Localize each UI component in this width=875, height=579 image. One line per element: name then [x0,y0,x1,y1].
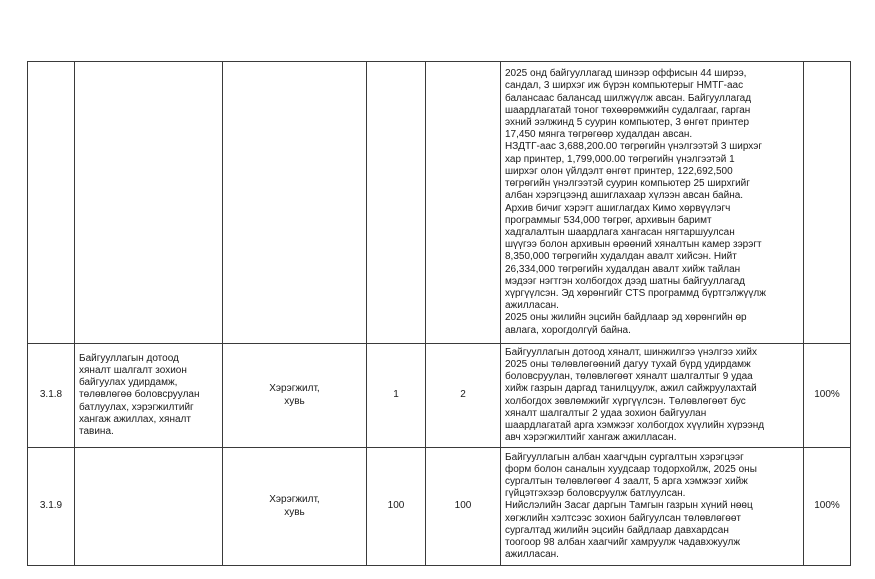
report-line: НЗДТГ-аас 3,688,200.00 төгрөгийн үнэлгээтэй 3 ширхэг [505,141,763,153]
task-line: тавина. [79,426,114,437]
baseline-cell: 1 [367,344,426,448]
report-line: 2025 оны төлөвлөгөөний дагуу тухай бүрд удирдамж [505,358,751,370]
report-line: боловсруулан, төлөвлөгөөт хяналт шалгалтыг 9 удаа [505,371,753,383]
report-line: холбогдох зөвлөмжийг хүргүүлсэн. Төлөвлөгөөт бус [505,395,746,407]
task-cell [75,448,223,566]
percent-cell: 100% [804,448,851,566]
report-line: балансаас балансад шилжүүлж авсан. Байгууллагад [505,92,752,104]
report-table [27,61,851,566]
row-number [28,62,75,344]
report-line: форм болон саналын хуудсаар тодорхойлж, 2025 оны [505,463,757,475]
report-line: хяналт шалгалтыг 2 удаа зохион байгуулан [505,407,707,419]
percent-cell: 100% [804,344,851,448]
report-line: 8,350,000 төгрөгийн худалдан авалт хийсэн. Нийт [505,251,737,263]
row-number: 3.1.9 [28,448,75,566]
baseline-cell: 100 [367,448,426,566]
report-line: эхний ээлжинд 5 суурин компьютер, 3 өнгөт принтер [505,117,750,129]
report-line: Байгууллагын албан хаагчдын сургалтын хэрэгцээг [505,451,744,463]
report-line: Нийслэлийн Засаг даргын Тамгын газрын хүний нөөц [505,500,753,512]
report-line: 26,334,000 төгрөгийн худалдан авалт хийж тайлан [505,263,741,275]
target-cell: 2 [426,344,501,448]
unit-line: Хэрэгжилт, [269,383,320,395]
percent-cell [804,62,851,344]
report-line: 17,450 мянга төгрөгөөр худалдан авсан. [505,129,693,141]
task-line: хангаж ажиллах, хяналт [79,413,191,425]
report-line: хадгалалтын шаардлага хангасан нягтаршуулсан [505,226,735,238]
row-number: 3.1.8 [28,344,75,448]
report-line: тоогоор 98 албан хаагчийг хамруулж чадавхжуулж [505,537,741,548]
report-line: хөгжлийн хэлтсээс зохион байгуулсан төлөвлөгөөт [505,512,741,524]
report-line: албан хэрэгцээнд ашиглахаар хүлээн авсан байна. [505,190,744,202]
report-cell [501,344,804,448]
table-row [28,62,851,344]
report-line: хийж газрын даргад танилцуулж, ажил сайжруулахтай [505,383,757,395]
report-line: төгрөгийн үнэлгээтэй суурин компьютер 25 ширхгийг [505,178,750,190]
task-cell [75,62,223,344]
table-row [28,344,851,448]
report-line: Архив бичиг хэрэгт ашиглагдах Кимо хөрвүүлэгч [505,202,731,214]
task-line: төлөвлөгөө боловсруулан [79,389,200,401]
task-line: Байгууллагын дотоод [79,352,179,364]
task-line: байгуулах удирдамж, [79,377,178,389]
target-cell: 100 [426,448,501,566]
report-line: 2025 онд байгууллагад шинээр оффисын 44 ширээ, [505,68,747,80]
report-cell [501,448,804,566]
report-line: шаардлагатай тоног төхөөрөмжийн судалгааг, гарган [505,104,751,116]
report-line: мэдээг нэгтгэн холбогдох дээд шатны байгууллагад [505,275,745,287]
report-line: сургалтад жилийн эцсийн байдлаар давхардсан [505,524,729,536]
report-line: шаардлагатай арга хэмжээг холбогдох хүүлийн хүрээнд [505,419,765,431]
report-line: Байгууллагын дотоод хяналт, шинжилгээ үнэлгээ хийх [505,346,757,358]
report-line: авч хэрэгжилтийг хангаж ажилласан. [505,432,677,444]
task-cell [75,344,223,448]
report-line: авлага, хорогдолгүй байна. [505,324,631,336]
report-line: 2025 оны жилийн эцсийн байдлаар эд хөрөнгийн өр [505,312,747,324]
task-line: хяналт шалгалт зохион [79,364,187,376]
report-line: ажилласан. [505,300,559,312]
task-line: батлуулах, хэрэгжилтийг [79,401,194,413]
report-line: сандал, 3 ширхэг иж бүрэн компьютерыг НМТГ-аас [505,80,744,92]
report-line: гүйцэтгэхээр боловсруулж батлуулсан. [505,488,686,500]
baseline-cell [367,62,426,344]
report-line: сургалтын төлөвлөгөөг 4 заалт, 5 арга хэмжээг хийж [505,475,748,487]
unit-cell [223,344,367,448]
unit-line: Хэрэгжилт, [269,494,320,506]
unit-cell [223,448,367,566]
report-cell [501,62,804,344]
report-line: хүргүүлсэн. Эд хөрөнгийг CTS программд бүртгэлжүүлж [505,287,766,299]
report-line: программыг 534,000 төгрөг, архивын баримт [505,214,712,226]
report-line: ажилласан. [505,549,559,561]
report-line: хар принтер, 1,799,000.00 төгрөгийн үнэлгээтэй 1 [505,153,735,165]
target-cell [426,62,501,344]
table-row [28,448,851,566]
unit-cell [223,62,367,344]
unit-line: хувь [284,506,305,518]
report-line: шүүгээ болон архивын өрөөний хяналтын камер зэрэгт [505,239,762,251]
unit-line: хувь [284,395,305,407]
report-line: ширхэг олон үйлдэлт өнгөт принтер, 122,692,500 [505,165,733,177]
report-text [505,68,799,336]
